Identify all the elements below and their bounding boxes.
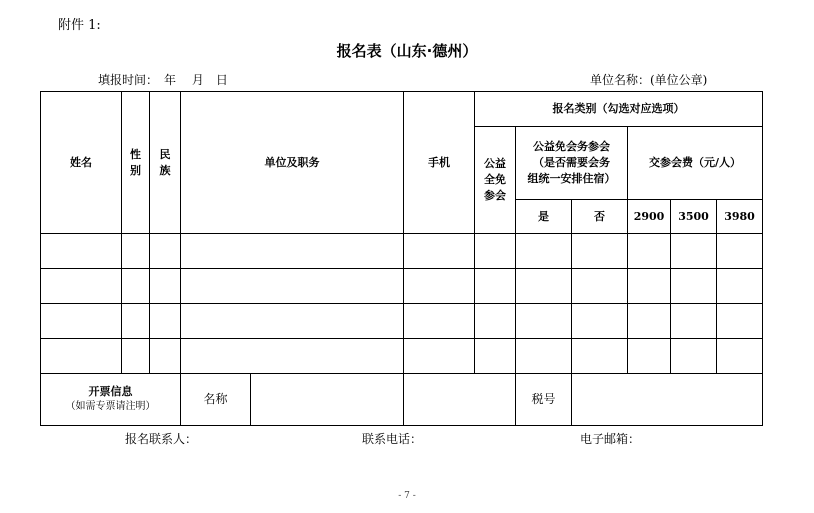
cell[interactable] (150, 339, 181, 374)
cell[interactable] (41, 339, 122, 374)
cell[interactable] (572, 269, 628, 304)
header-free-full-line-3: 参会 (484, 188, 506, 202)
cell[interactable] (572, 304, 628, 339)
invoice-name-label: 名称 (181, 374, 251, 425)
cell[interactable] (572, 234, 628, 269)
cell[interactable] (404, 269, 475, 304)
cell[interactable] (41, 269, 122, 304)
header-fee-3980: 3980 (717, 200, 763, 234)
header-yes: 是 (516, 200, 572, 234)
cell[interactable] (475, 304, 516, 339)
cell[interactable] (516, 234, 572, 269)
cell[interactable] (572, 339, 628, 374)
cell[interactable] (628, 234, 671, 269)
header-free-full-line-1: 公益 (484, 157, 506, 171)
cell[interactable] (717, 304, 763, 339)
cell[interactable] (404, 304, 475, 339)
cell[interactable] (628, 339, 671, 374)
table-row (41, 269, 763, 304)
table-row (41, 304, 763, 339)
header-no: 否 (572, 200, 628, 234)
header-unit-position: 单位及职务 (181, 92, 404, 234)
table-row (41, 234, 763, 269)
cell[interactable] (475, 339, 516, 374)
cell[interactable] (41, 234, 122, 269)
fill-time-label: 填报时间： 年 月 日 (98, 73, 228, 87)
cell[interactable] (181, 339, 404, 374)
cell[interactable] (181, 234, 404, 269)
attachment-label: 附件 1: (58, 18, 101, 33)
footer-phone: 联系电话： (362, 432, 423, 446)
header-free-member-line-3: 组统一安排住宿） (527, 171, 616, 185)
cell[interactable] (628, 304, 671, 339)
header-gender-char-1: 性 (130, 147, 141, 161)
table-row (41, 339, 763, 374)
invoice-tax-field[interactable] (572, 374, 763, 426)
cell[interactable] (150, 234, 181, 269)
header-fee-2900: 2900 (628, 200, 671, 234)
header-paid: 交参会费（元/人） (628, 127, 763, 200)
page-number: - 7 - (398, 491, 416, 501)
cell[interactable] (475, 234, 516, 269)
footer-contact: 报名联系人： (125, 432, 198, 446)
cell[interactable] (150, 304, 181, 339)
invoice-label: 开票信息 (88, 385, 133, 399)
header-free-full (475, 127, 516, 234)
cell[interactable] (404, 234, 475, 269)
cell[interactable] (628, 269, 671, 304)
cell[interactable] (516, 304, 572, 339)
cell[interactable] (41, 304, 122, 339)
cell[interactable] (122, 269, 150, 304)
header-ethnic-char-1: 民 (159, 147, 171, 161)
cell[interactable] (122, 304, 150, 339)
cell[interactable] (516, 339, 572, 374)
header-category: 报名类别（勾选对应选项） (475, 92, 763, 127)
cell[interactable] (516, 269, 572, 304)
cell[interactable] (717, 269, 763, 304)
cell[interactable] (717, 339, 763, 374)
cell[interactable] (122, 234, 150, 269)
invoice-name-group (181, 374, 404, 426)
invoice-tax-label: 税号 (516, 374, 572, 426)
page-title: 报名表（山东·德州） (336, 42, 478, 60)
header-name: 姓名 (41, 92, 122, 234)
cell[interactable] (671, 339, 717, 374)
cell[interactable] (404, 339, 475, 374)
header-gender-char-2: 别 (130, 163, 141, 177)
header-free-member (516, 127, 628, 200)
header-phone: 手机 (404, 92, 475, 234)
invoice-name-field-ext[interactable] (404, 374, 516, 426)
cell[interactable] (475, 269, 516, 304)
invoice-note: （如需专票请注明） (65, 401, 156, 413)
cell[interactable] (150, 269, 181, 304)
cell[interactable] (671, 234, 717, 269)
cell[interactable] (671, 269, 717, 304)
header-free-full-line-2: 全免 (484, 173, 506, 187)
cell[interactable] (122, 339, 150, 374)
cell[interactable] (181, 304, 404, 339)
invoice-name-field[interactable] (251, 374, 403, 425)
header-ethnic-char-2: 族 (159, 163, 171, 177)
cell[interactable] (671, 304, 717, 339)
cell[interactable] (181, 269, 404, 304)
header-free-member-line-1: 公益免会务参会 (533, 140, 610, 154)
invoice-row (41, 374, 763, 426)
header-gender (122, 92, 150, 234)
registration-table (40, 91, 763, 426)
unit-name-label: 单位名称：(单位公章) (590, 73, 708, 87)
header-fee-3500: 3500 (671, 200, 717, 234)
header-free-member-line-2: （是否需要会务 (533, 156, 610, 170)
footer-email: 电子邮箱： (580, 432, 641, 446)
invoice-label-cell (41, 374, 181, 426)
header-ethnic (150, 92, 181, 234)
cell[interactable] (717, 234, 763, 269)
